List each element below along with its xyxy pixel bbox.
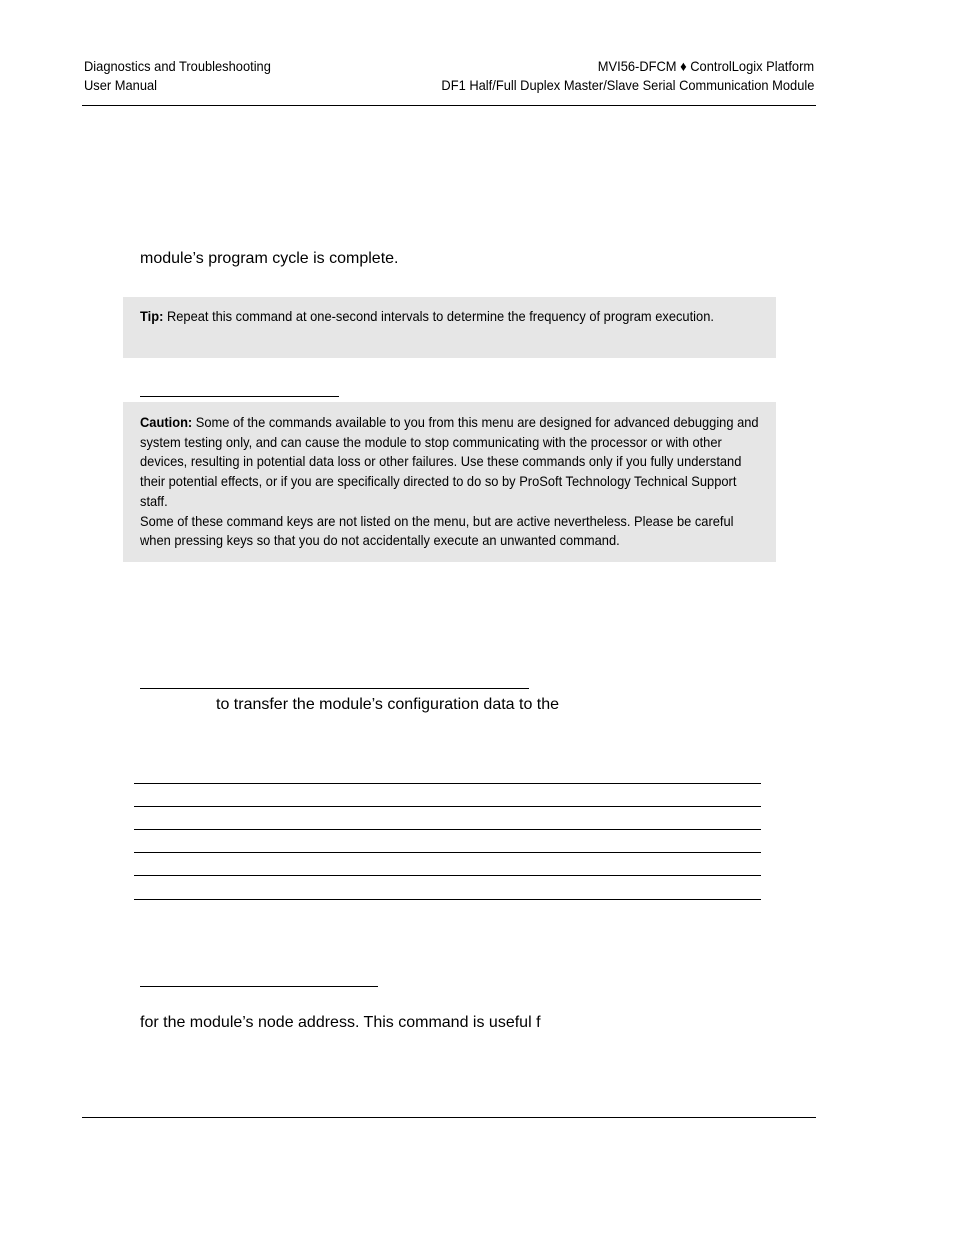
caution-text	[140, 413, 762, 551]
program-cycle-text: module’s program cycle is complete.	[140, 250, 399, 267]
transfer-text: to transfer the module’s configuration data to the	[216, 696, 560, 713]
footer-rule	[82, 1117, 816, 1118]
section-heading-rule	[140, 396, 339, 397]
header-rule	[82, 105, 816, 106]
table-rule	[134, 829, 761, 830]
caution-body-2: Some of these command keys are not listed on the menu, but are active nevertheless. Please be careful when pressing keys so that you do not accidentally execute an unwanted command.	[140, 512, 734, 549]
transfer-heading-rule	[140, 688, 529, 689]
table-rule	[134, 899, 761, 900]
header-product-platform: MVI56-DFCM ♦ ControlLogix Platform	[597, 58, 814, 74]
table-rule	[134, 783, 761, 784]
tip-box	[123, 297, 776, 358]
caution-body: Some of the commands available to you from this menu are designed for advanced debugging and system testing only, and can cause the module to stop communicating with the processor or with other devices, resulting in potential data loss or other failures. Use these commands only if you fully understand their potential effects, or if you are specifically directed to do so by ProSoft Technology Technical Support staff.	[140, 414, 759, 509]
node-heading-rule	[140, 986, 378, 987]
caution-label: Caution:	[140, 414, 193, 430]
table-rule	[134, 852, 761, 853]
header-section-title: Diagnostics and Troubleshooting	[84, 58, 271, 74]
header-document-type: User Manual	[84, 77, 158, 93]
tip-label: Tip:	[140, 308, 164, 324]
table-rule	[134, 875, 761, 876]
caution-box	[123, 402, 776, 562]
header-product-description: DF1 Half/Full Duplex Master/Slave Serial Communication Module	[441, 77, 814, 93]
tip-body: Repeat this command at one-second intervals to determine the frequency of program execution.	[163, 308, 714, 324]
node-address-text: for the module’s node address. This command is useful f	[140, 1014, 541, 1031]
tip-text	[140, 307, 762, 327]
table-rule	[134, 806, 761, 807]
